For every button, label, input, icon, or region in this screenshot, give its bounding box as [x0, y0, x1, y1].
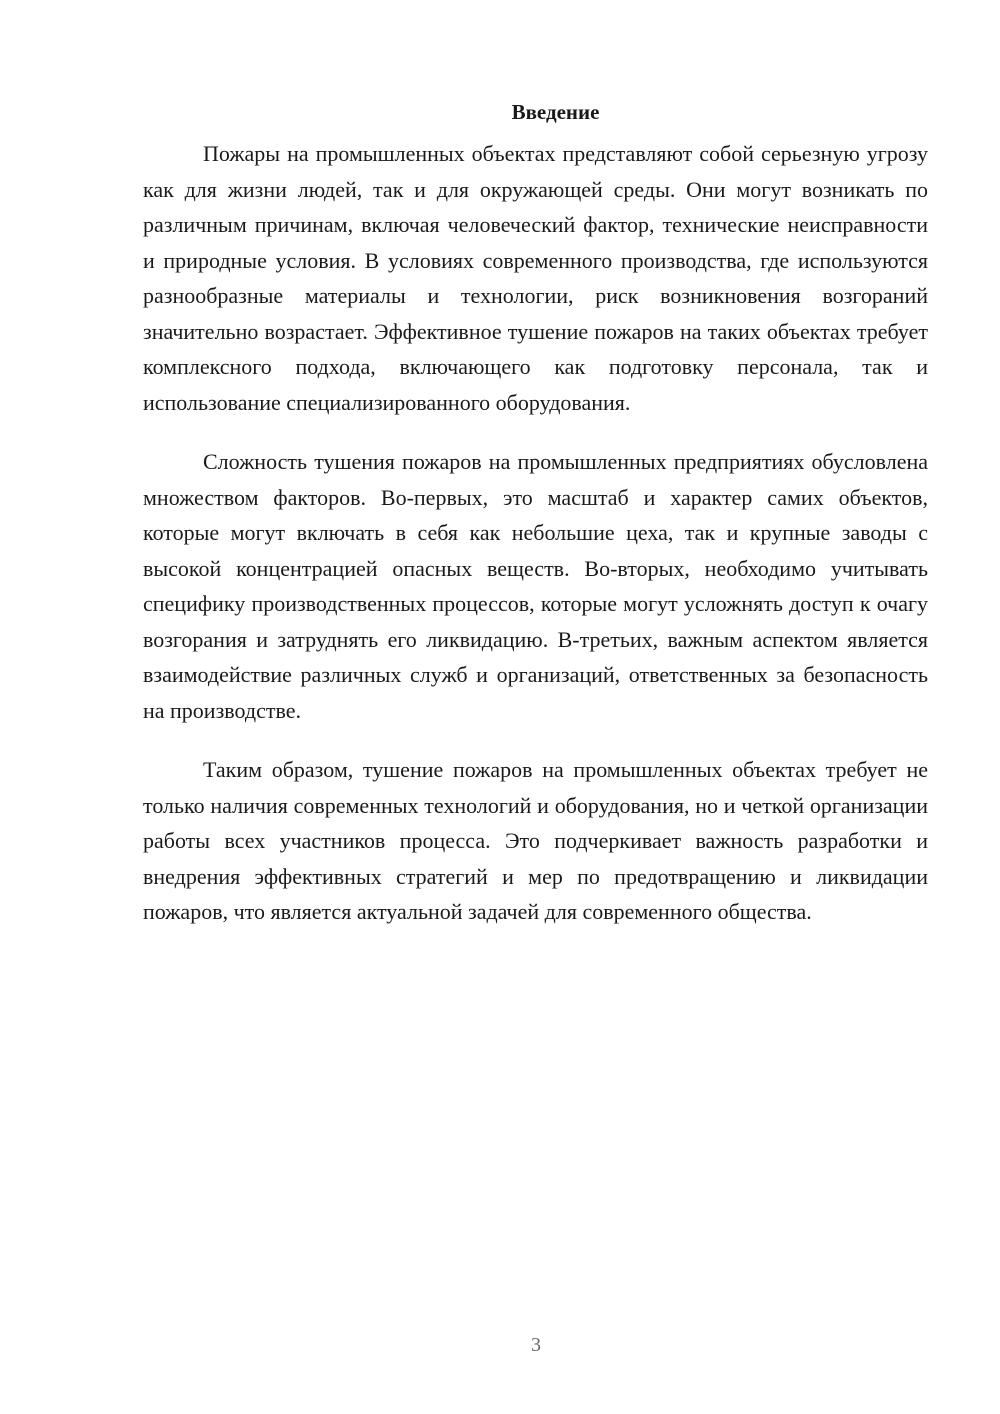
paragraph-2: Сложность тушения пожаров на промышленных предприятиях обусловлена множеством факторов. Во-первых, это масштаб и характер самих объектов, которые могут включать в себя как небольшие цеха, так и крупные заводы с высокой концентрацией опасных веществ. Во-вторых, необходимо учитывать специфику производственных процессов, которые могут усложнять доступ к очагу возгорания и затруднять его ликвидацию. В-третьих, важным аспектом является взаимодействие различных служб и организаций, ответственных за безопасность на производстве.	[143, 449, 928, 723]
section-heading: Введение	[511, 100, 600, 124]
paragraph-3: Таким образом, тушение пожаров на промышленных объектах требует не только наличия современных технологий и оборудования, но и четкой организации работы всех участников процесса. Это подчеркивает важность разработки и внедрения эффективных стратегий и мер по предотвращению и ликвидации пожаров, что является актуальной задачей для современного общества.	[143, 757, 928, 924]
page-number: 3	[531, 1334, 541, 1356]
page-content	[143, 96, 928, 954]
paragraph-1: Пожары на промышленных объектах представляют собой серьезную угрозу как для жизни людей, так и для окружающей среды. Они могут возникать по различным причинам, включая человеческий фактор, технические неисправности и природные условия. В условиях современного производства, где используются разнообразные материалы и технологии, риск возникновения возгораний значительно возрастает. Эффективное тушение пожаров на таких объектах требует комплексного подхода, включающего как подготовку персонала, так и использование специализированного оборудования.	[143, 141, 928, 415]
